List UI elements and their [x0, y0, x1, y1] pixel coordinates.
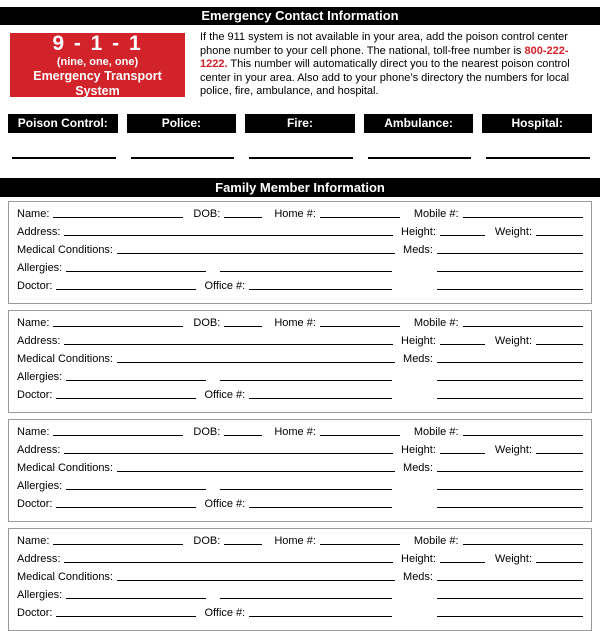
member-row-allergies [17, 261, 583, 279]
address-label: Address: [17, 443, 61, 456]
member-row-allergies [17, 370, 583, 388]
weight-write-line[interactable] [536, 443, 583, 454]
medical-conditions-label: Medical Conditions: [17, 243, 113, 256]
name-write-line[interactable] [53, 425, 183, 436]
office-phone-write-line[interactable] [249, 279, 392, 290]
meds-write-line-3[interactable] [437, 388, 583, 399]
contact-label-ambulance: Ambulance: [364, 114, 474, 133]
medical-conditions-label: Medical Conditions: [17, 570, 113, 583]
home-phone-write-line[interactable] [320, 425, 400, 436]
weight-label: Weight: [494, 225, 532, 238]
medical-conditions-label: Medical Conditions: [17, 352, 113, 365]
contact-write-lines-row [8, 157, 592, 159]
office-phone-label: Office #: [204, 497, 246, 510]
doctor-label: Doctor: [17, 606, 53, 619]
home-phone-write-line[interactable] [320, 316, 400, 327]
address-write-line[interactable] [64, 552, 393, 563]
allergies-write-line[interactable] [66, 479, 206, 490]
medical-conditions-label: Medical Conditions: [17, 461, 113, 474]
name-label: Name: [17, 425, 50, 438]
height-label: Height: [401, 443, 436, 456]
medical-conditions-write-line[interactable] [117, 352, 395, 363]
family-member-header-bar [0, 178, 600, 197]
address-write-line[interactable] [64, 225, 393, 236]
member-row-address [17, 334, 583, 352]
poison-control-phone-number: 800-222-1222. [200, 44, 569, 71]
home-phone-label: Home #: [274, 534, 316, 547]
mobile-phone-label: Mobile #: [413, 316, 459, 329]
allergies-write-line-2[interactable] [220, 261, 392, 272]
dob-write-line[interactable] [224, 425, 262, 436]
name-write-line[interactable] [53, 207, 183, 218]
doctor-label: Doctor: [17, 279, 53, 292]
home-phone-write-line[interactable] [320, 207, 400, 218]
emergency-contact-title: Emergency Contact Information [201, 8, 399, 23]
allergies-write-line-2[interactable] [220, 370, 392, 381]
police-write-line[interactable] [131, 157, 235, 159]
paragraph-text-before: If the 911 system is not available in your area, add the poison control center phone number to your cell phone. The national, toll-free number is [200, 31, 568, 57]
ambulance-write-line[interactable] [368, 157, 472, 159]
dob-write-line[interactable] [224, 316, 262, 327]
name-label: Name: [17, 316, 50, 329]
allergies-label: Allergies: [17, 588, 63, 601]
allergies-write-line[interactable] [66, 370, 206, 381]
address-write-line[interactable] [64, 443, 393, 454]
intro-section [10, 33, 588, 99]
height-write-line[interactable] [440, 552, 485, 563]
meds-label: Meds: [403, 243, 433, 256]
dob-label: DOB: [193, 207, 221, 220]
contact-label-police: Police: [127, 114, 237, 133]
office-phone-write-line[interactable] [249, 497, 392, 508]
mobile-phone-write-line[interactable] [463, 207, 583, 218]
member-row-name [17, 534, 583, 552]
dob-label: DOB: [193, 316, 221, 329]
name-label: Name: [17, 207, 50, 220]
member-row-doctor [17, 388, 583, 406]
family-member-block [8, 419, 592, 522]
meds-label: Meds: [403, 461, 433, 474]
name-write-line[interactable] [53, 534, 183, 545]
member-row-address [17, 443, 583, 461]
weight-label: Weight: [494, 334, 532, 347]
member-row-name [17, 316, 583, 334]
dob-label: DOB: [193, 425, 221, 438]
member-row-address [17, 225, 583, 243]
meds-write-line[interactable] [437, 461, 583, 472]
home-phone-label: Home #: [274, 316, 316, 329]
allergies-label: Allergies: [17, 479, 63, 492]
doctor-label: Doctor: [17, 388, 53, 401]
office-phone-label: Office #: [204, 279, 246, 292]
office-phone-label: Office #: [204, 388, 246, 401]
doctor-label: Doctor: [17, 497, 53, 510]
weight-label: Weight: [494, 443, 532, 456]
office-phone-label: Office #: [204, 606, 246, 619]
name-label: Name: [17, 534, 50, 547]
weight-write-line[interactable] [536, 334, 583, 345]
911-number: 9 - 1 - 1 [52, 31, 143, 55]
mobile-phone-label: Mobile #: [413, 534, 459, 547]
medical-conditions-write-line[interactable] [117, 461, 395, 472]
allergies-write-line-2[interactable] [220, 588, 392, 599]
member-row-name [17, 207, 583, 225]
address-label: Address: [17, 225, 61, 238]
meds-write-line-2[interactable] [437, 370, 583, 381]
meds-write-line-3[interactable] [437, 497, 583, 508]
address-label: Address: [17, 334, 61, 347]
height-label: Height: [401, 225, 436, 238]
doctor-write-line[interactable] [56, 606, 196, 617]
family-member-blocks [8, 201, 592, 631]
member-row-medical [17, 570, 583, 588]
mobile-phone-label: Mobile #: [413, 207, 459, 220]
paragraph-text-after: This number will automatically direct you to the nearest poison control center in your area. Also add to your phone’s directory the numbers for local police, fire, ambulance, and hospital. [200, 58, 570, 98]
member-row-allergies [17, 588, 583, 606]
doctor-write-line[interactable] [56, 497, 196, 508]
meds-write-line-2[interactable] [437, 479, 583, 490]
dob-write-line[interactable] [224, 534, 262, 545]
allergies-write-line[interactable] [66, 261, 206, 272]
911-subtitle: Emergency Transport System [33, 68, 162, 98]
home-phone-label: Home #: [274, 425, 316, 438]
family-member-block [8, 528, 592, 631]
meds-label: Meds: [403, 570, 433, 583]
height-label: Height: [401, 552, 436, 565]
emergency-contact-header-bar [0, 7, 600, 25]
height-label: Height: [401, 334, 436, 347]
member-row-medical [17, 352, 583, 370]
member-row-medical [17, 461, 583, 479]
height-write-line[interactable] [440, 443, 485, 454]
home-phone-label: Home #: [274, 207, 316, 220]
meds-write-line-3[interactable] [437, 279, 583, 290]
medical-conditions-write-line[interactable] [117, 570, 395, 581]
meds-write-line-3[interactable] [437, 606, 583, 617]
address-write-line[interactable] [64, 334, 393, 345]
contact-labels-row [8, 114, 592, 133]
weight-label: Weight: [494, 552, 532, 565]
home-phone-write-line[interactable] [320, 534, 400, 545]
member-row-address [17, 552, 583, 570]
dob-label: DOB: [193, 534, 221, 547]
member-row-allergies [17, 479, 583, 497]
mobile-phone-label: Mobile #: [413, 425, 459, 438]
allergies-write-line-2[interactable] [220, 479, 392, 490]
office-phone-write-line[interactable] [249, 388, 392, 399]
family-member-title: Family Member Information [215, 179, 385, 195]
address-label: Address: [17, 552, 61, 565]
family-member-block [8, 201, 592, 304]
mobile-phone-write-line[interactable] [463, 534, 583, 545]
contact-label-fire: Fire: [245, 114, 355, 133]
mobile-phone-write-line[interactable] [463, 425, 583, 436]
member-row-name [17, 425, 583, 443]
medical-conditions-write-line[interactable] [117, 243, 395, 254]
weight-write-line[interactable] [536, 552, 583, 563]
fire-write-line[interactable] [249, 157, 353, 159]
height-write-line[interactable] [440, 334, 485, 345]
poison-control-paragraph [200, 31, 588, 99]
meds-write-line[interactable] [437, 243, 583, 254]
doctor-write-line[interactable] [56, 279, 196, 290]
meds-write-line[interactable] [437, 352, 583, 363]
allergies-label: Allergies: [17, 261, 63, 274]
contact-label-hospital: Hospital: [482, 114, 592, 133]
meds-write-line-2[interactable] [437, 588, 583, 599]
weight-write-line[interactable] [536, 225, 583, 236]
allergies-write-line[interactable] [66, 588, 206, 599]
office-phone-write-line[interactable] [249, 606, 392, 617]
name-write-line[interactable] [53, 316, 183, 327]
member-row-doctor [17, 606, 583, 624]
contact-label-poison-control: Poison Control: [8, 114, 118, 133]
mobile-phone-write-line[interactable] [463, 316, 583, 327]
member-row-doctor [17, 497, 583, 515]
911-badge [10, 33, 185, 97]
doctor-write-line[interactable] [56, 388, 196, 399]
family-member-block [8, 310, 592, 413]
allergies-label: Allergies: [17, 370, 63, 383]
911-words: (nine, one, one) [56, 55, 139, 68]
poison-control-write-line[interactable] [12, 157, 116, 159]
meds-write-line-2[interactable] [437, 261, 583, 272]
height-write-line[interactable] [440, 225, 485, 236]
member-row-medical [17, 243, 583, 261]
member-row-doctor [17, 279, 583, 297]
dob-write-line[interactable] [224, 207, 262, 218]
meds-label: Meds: [403, 352, 433, 365]
hospital-write-line[interactable] [486, 157, 590, 159]
meds-write-line[interactable] [437, 570, 583, 581]
